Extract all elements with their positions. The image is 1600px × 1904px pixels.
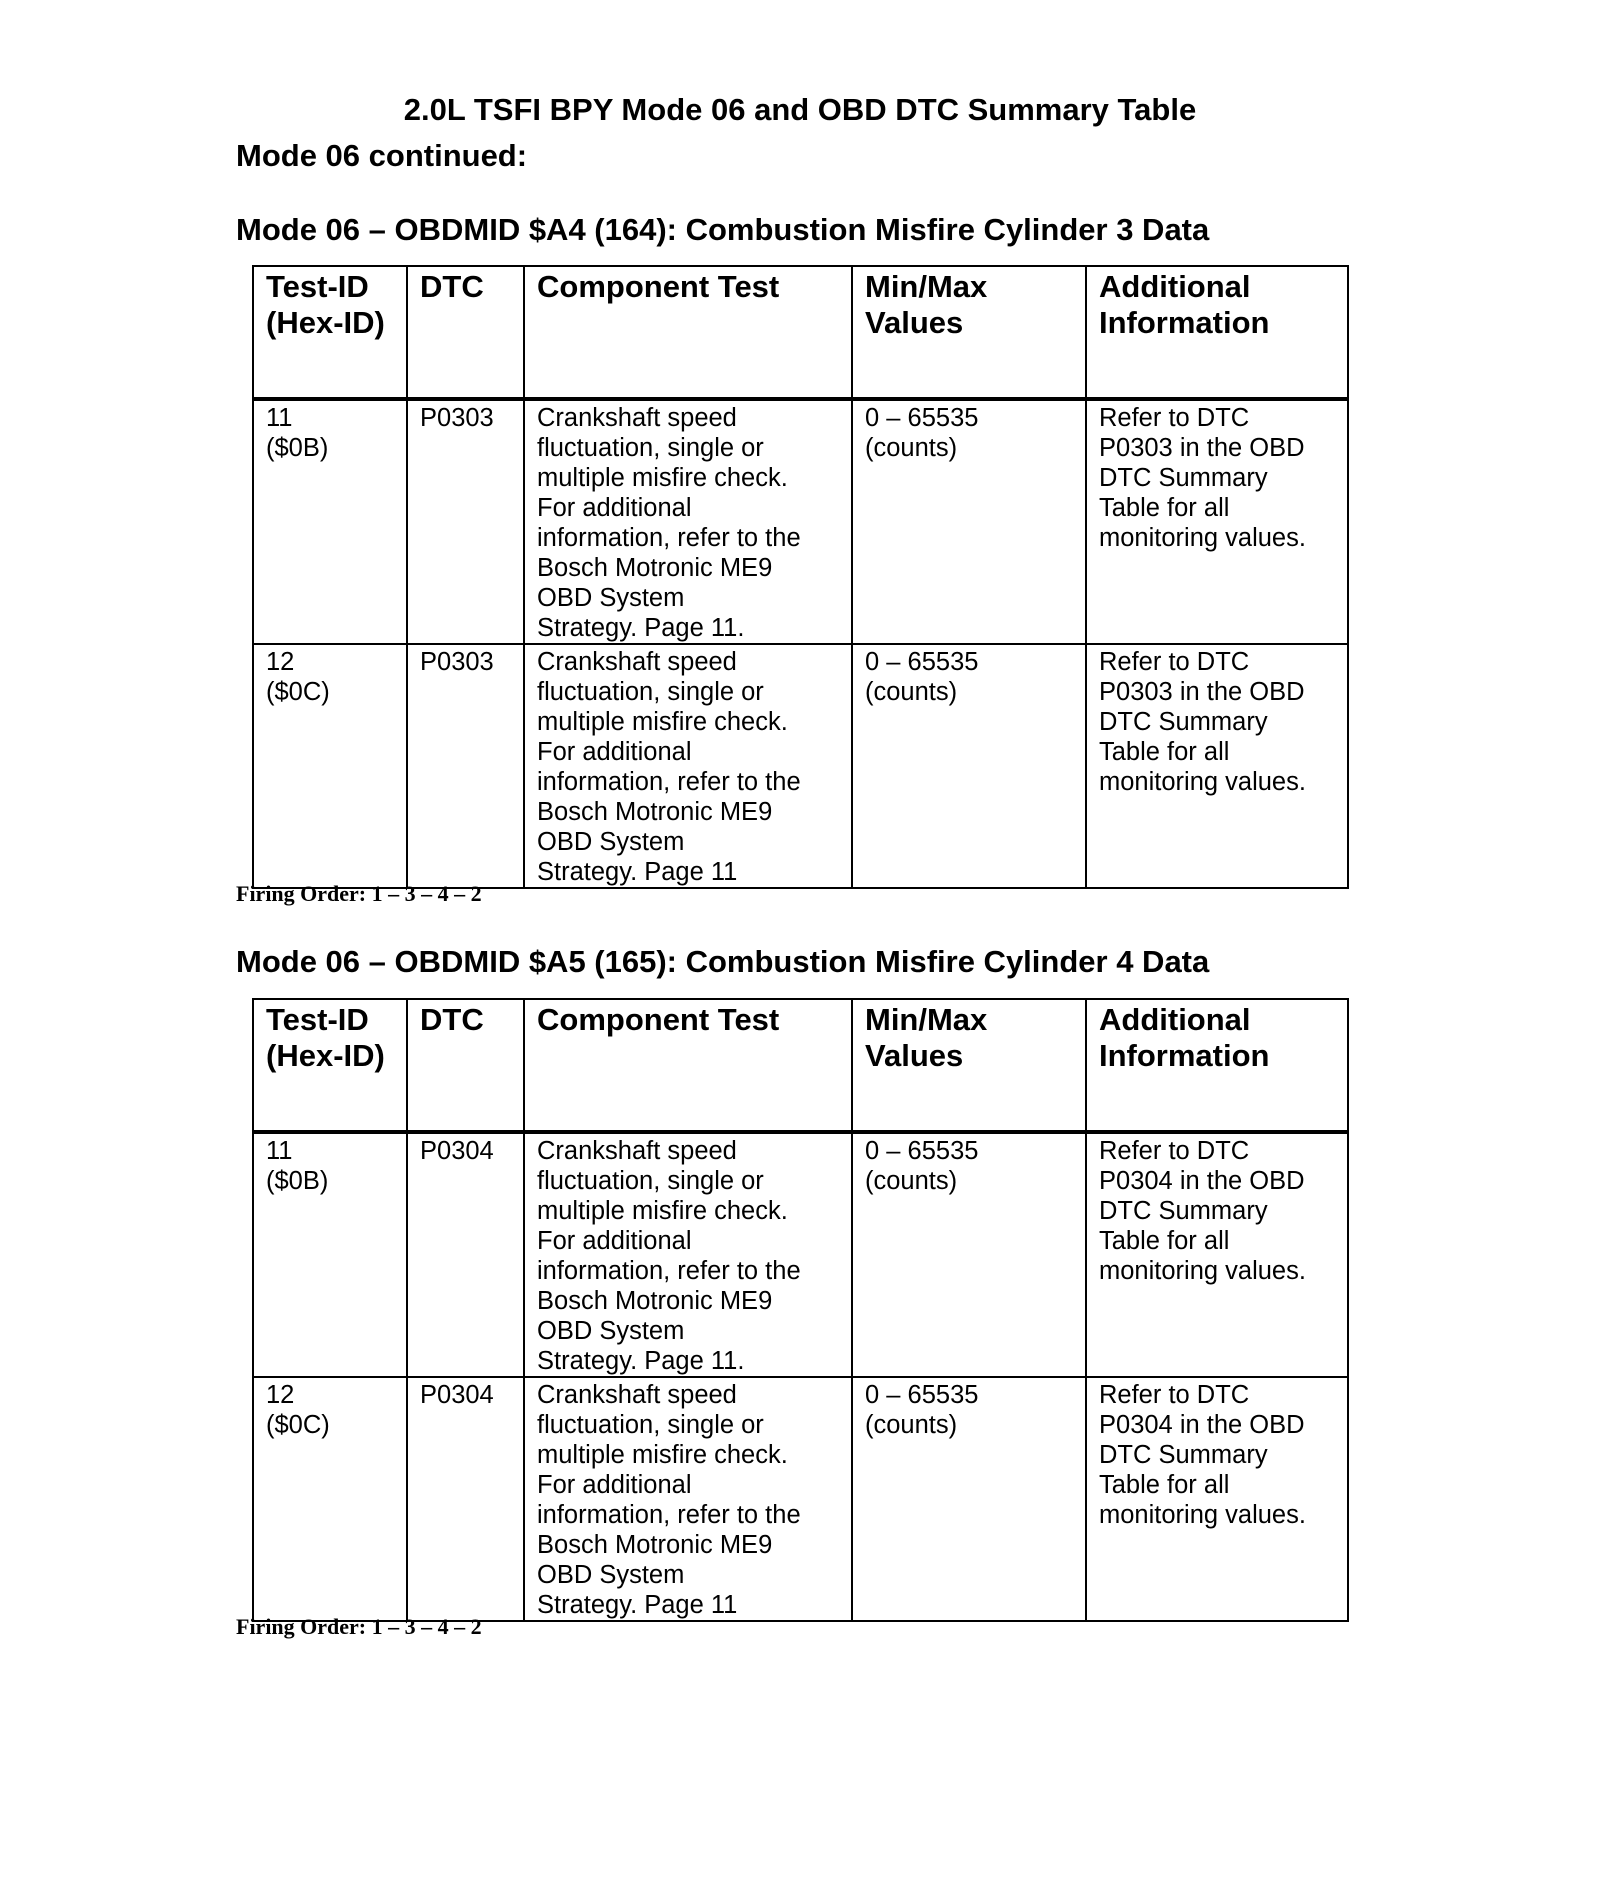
header-line: DTC	[420, 1002, 484, 1037]
text-line: DTC Summary	[1099, 1197, 1268, 1225]
cell-min-max	[852, 644, 1086, 888]
dtc-code: P0303	[420, 404, 494, 432]
text-line: information, refer to the	[537, 524, 801, 552]
page-title: 2.0L TSFI BPY Mode 06 and OBD DTC Summary Table	[403, 92, 1197, 127]
cell-dtc	[407, 399, 524, 644]
text-line: Bosch Motronic ME9	[537, 1287, 773, 1315]
text-line: monitoring values.	[1099, 1257, 1306, 1285]
text-line: monitoring values.	[1099, 524, 1306, 552]
text-line: information, refer to the	[537, 1257, 801, 1285]
header-line: Additional	[1099, 269, 1251, 304]
cell-test-id	[253, 399, 407, 644]
cell-min-max	[852, 399, 1086, 644]
test-id: 12	[266, 648, 295, 676]
dtc-code: P0304	[420, 1381, 494, 1409]
text-line: 0 – 65535	[865, 404, 979, 432]
header-line: Test-ID	[266, 1002, 369, 1037]
text-line: multiple misfire check.	[537, 1197, 788, 1225]
column-header-dtc	[407, 266, 524, 399]
text-line: Table for all	[1099, 738, 1230, 766]
hex-id: ($0C)	[266, 1411, 330, 1439]
header-line: Min/Max	[865, 269, 988, 304]
header-line: Additional	[1099, 1002, 1251, 1037]
text-line: P0304 in the OBD	[1099, 1411, 1305, 1439]
text-line: Crankshaft speed	[537, 404, 737, 432]
cell-min-max	[852, 1377, 1086, 1621]
text-line: fluctuation, single or	[537, 1167, 764, 1195]
test-id: 12	[266, 1381, 295, 1409]
column-header-component-test	[524, 999, 852, 1132]
dtc-code: P0303	[420, 648, 494, 676]
text-line: (counts)	[865, 678, 958, 706]
column-header-component-test	[524, 266, 852, 399]
firing-order-note: Firing Order: 1 – 3 – 4 – 2	[236, 881, 482, 906]
header-line: (Hex-ID)	[266, 305, 385, 340]
test-id: 11	[266, 1137, 293, 1165]
text-line: 0 – 65535	[865, 1137, 979, 1165]
header-line: Information	[1099, 1038, 1270, 1073]
hex-id: ($0B)	[266, 434, 329, 462]
table-header-row	[253, 266, 1348, 399]
dtc-code: P0304	[420, 1137, 494, 1165]
column-header-min-max	[852, 999, 1086, 1132]
table-row	[253, 644, 1348, 888]
text-line: fluctuation, single or	[537, 678, 764, 706]
cell-component-test	[524, 1132, 852, 1377]
text-line: fluctuation, single or	[537, 1411, 764, 1439]
header-line: Component Test	[537, 269, 780, 304]
text-line: Table for all	[1099, 494, 1230, 522]
text-line: Refer to DTC	[1099, 1137, 1250, 1165]
text-line: Table for all	[1099, 1227, 1230, 1255]
header-line: (Hex-ID)	[266, 1038, 385, 1073]
cell-dtc	[407, 1377, 524, 1621]
text-line: (counts)	[865, 1411, 958, 1439]
cell-min-max	[852, 1132, 1086, 1377]
column-header-test-id	[253, 266, 407, 399]
text-line: Refer to DTC	[1099, 1381, 1250, 1409]
text-line: multiple misfire check.	[537, 464, 788, 492]
text-line: P0303 in the OBD	[1099, 678, 1305, 706]
text-line: Strategy. Page 11	[537, 858, 738, 886]
section-title-cylinder-4: Mode 06 – OBDMID $A5 (165): Combustion Misfire Cylinder 4 Data	[236, 944, 1210, 979]
text-line: OBD System	[537, 1561, 685, 1589]
text-line: Strategy. Page 11.	[537, 614, 745, 642]
cell-additional-info	[1086, 644, 1348, 888]
text-line: DTC Summary	[1099, 1441, 1268, 1469]
text-line: Crankshaft speed	[537, 648, 737, 676]
page-subtitle: Mode 06 continued:	[236, 138, 528, 173]
text-line: multiple misfire check.	[537, 708, 788, 736]
header-line: Test-ID	[266, 269, 369, 304]
text-line: For additional	[537, 1471, 692, 1499]
text-line: For additional	[537, 494, 692, 522]
test-id: 11	[266, 404, 293, 432]
text-line: monitoring values.	[1099, 768, 1306, 796]
cell-additional-info	[1086, 1377, 1348, 1621]
table-row	[253, 399, 1348, 644]
text-line: information, refer to the	[537, 1501, 801, 1529]
firing-order-note: Firing Order: 1 – 3 – 4 – 2	[236, 1614, 482, 1639]
hex-id: ($0C)	[266, 678, 330, 706]
column-header-additional-info	[1086, 999, 1348, 1132]
column-header-additional-info	[1086, 266, 1348, 399]
text-line: fluctuation, single or	[537, 434, 764, 462]
cell-dtc	[407, 644, 524, 888]
text-line: Bosch Motronic ME9	[537, 798, 773, 826]
text-line: DTC Summary	[1099, 464, 1268, 492]
text-line: (counts)	[865, 1167, 958, 1195]
cell-test-id	[253, 1132, 407, 1377]
text-line: Crankshaft speed	[537, 1137, 737, 1165]
text-line: monitoring values.	[1099, 1501, 1306, 1529]
text-line: P0304 in the OBD	[1099, 1167, 1305, 1195]
header-line: Information	[1099, 305, 1270, 340]
text-line: Bosch Motronic ME9	[537, 1531, 773, 1559]
text-line: P0303 in the OBD	[1099, 434, 1305, 462]
text-line: (counts)	[865, 434, 958, 462]
table-header-row	[253, 999, 1348, 1132]
cell-test-id	[253, 644, 407, 888]
cell-additional-info	[1086, 1132, 1348, 1377]
text-line: Strategy. Page 11	[537, 1591, 738, 1619]
text-line: For additional	[537, 1227, 692, 1255]
text-line: Refer to DTC	[1099, 648, 1250, 676]
table-row	[253, 1377, 1348, 1621]
text-line: OBD System	[537, 1317, 685, 1345]
text-line: OBD System	[537, 828, 685, 856]
text-line: OBD System	[537, 584, 685, 612]
column-header-test-id	[253, 999, 407, 1132]
header-line: Values	[865, 305, 964, 340]
cell-dtc	[407, 1132, 524, 1377]
header-line: Component Test	[537, 1002, 780, 1037]
text-line: multiple misfire check.	[537, 1441, 788, 1469]
table-cylinder-3	[252, 265, 1349, 889]
column-header-min-max	[852, 266, 1086, 399]
section-title-cylinder-3: Mode 06 – OBDMID $A4 (164): Combustion Misfire Cylinder 3 Data	[236, 212, 1210, 247]
table-cylinder-4	[252, 998, 1349, 1622]
text-line: 0 – 65535	[865, 648, 979, 676]
cell-test-id	[253, 1377, 407, 1621]
hex-id: ($0B)	[266, 1167, 329, 1195]
table-row	[253, 1132, 1348, 1377]
cell-additional-info	[1086, 399, 1348, 644]
header-line: Values	[865, 1038, 964, 1073]
text-line: 0 – 65535	[865, 1381, 979, 1409]
column-header-dtc	[407, 999, 524, 1132]
header-line: DTC	[420, 269, 484, 304]
text-line: Refer to DTC	[1099, 404, 1250, 432]
text-line: Crankshaft speed	[537, 1381, 737, 1409]
header-line: Min/Max	[865, 1002, 988, 1037]
text-line: Bosch Motronic ME9	[537, 554, 773, 582]
cell-component-test	[524, 399, 852, 644]
cell-component-test	[524, 644, 852, 888]
text-line: information, refer to the	[537, 768, 801, 796]
text-line: Table for all	[1099, 1471, 1230, 1499]
text-line: DTC Summary	[1099, 708, 1268, 736]
text-line: Strategy. Page 11.	[537, 1347, 745, 1375]
cell-component-test	[524, 1377, 852, 1621]
text-line: For additional	[537, 738, 692, 766]
